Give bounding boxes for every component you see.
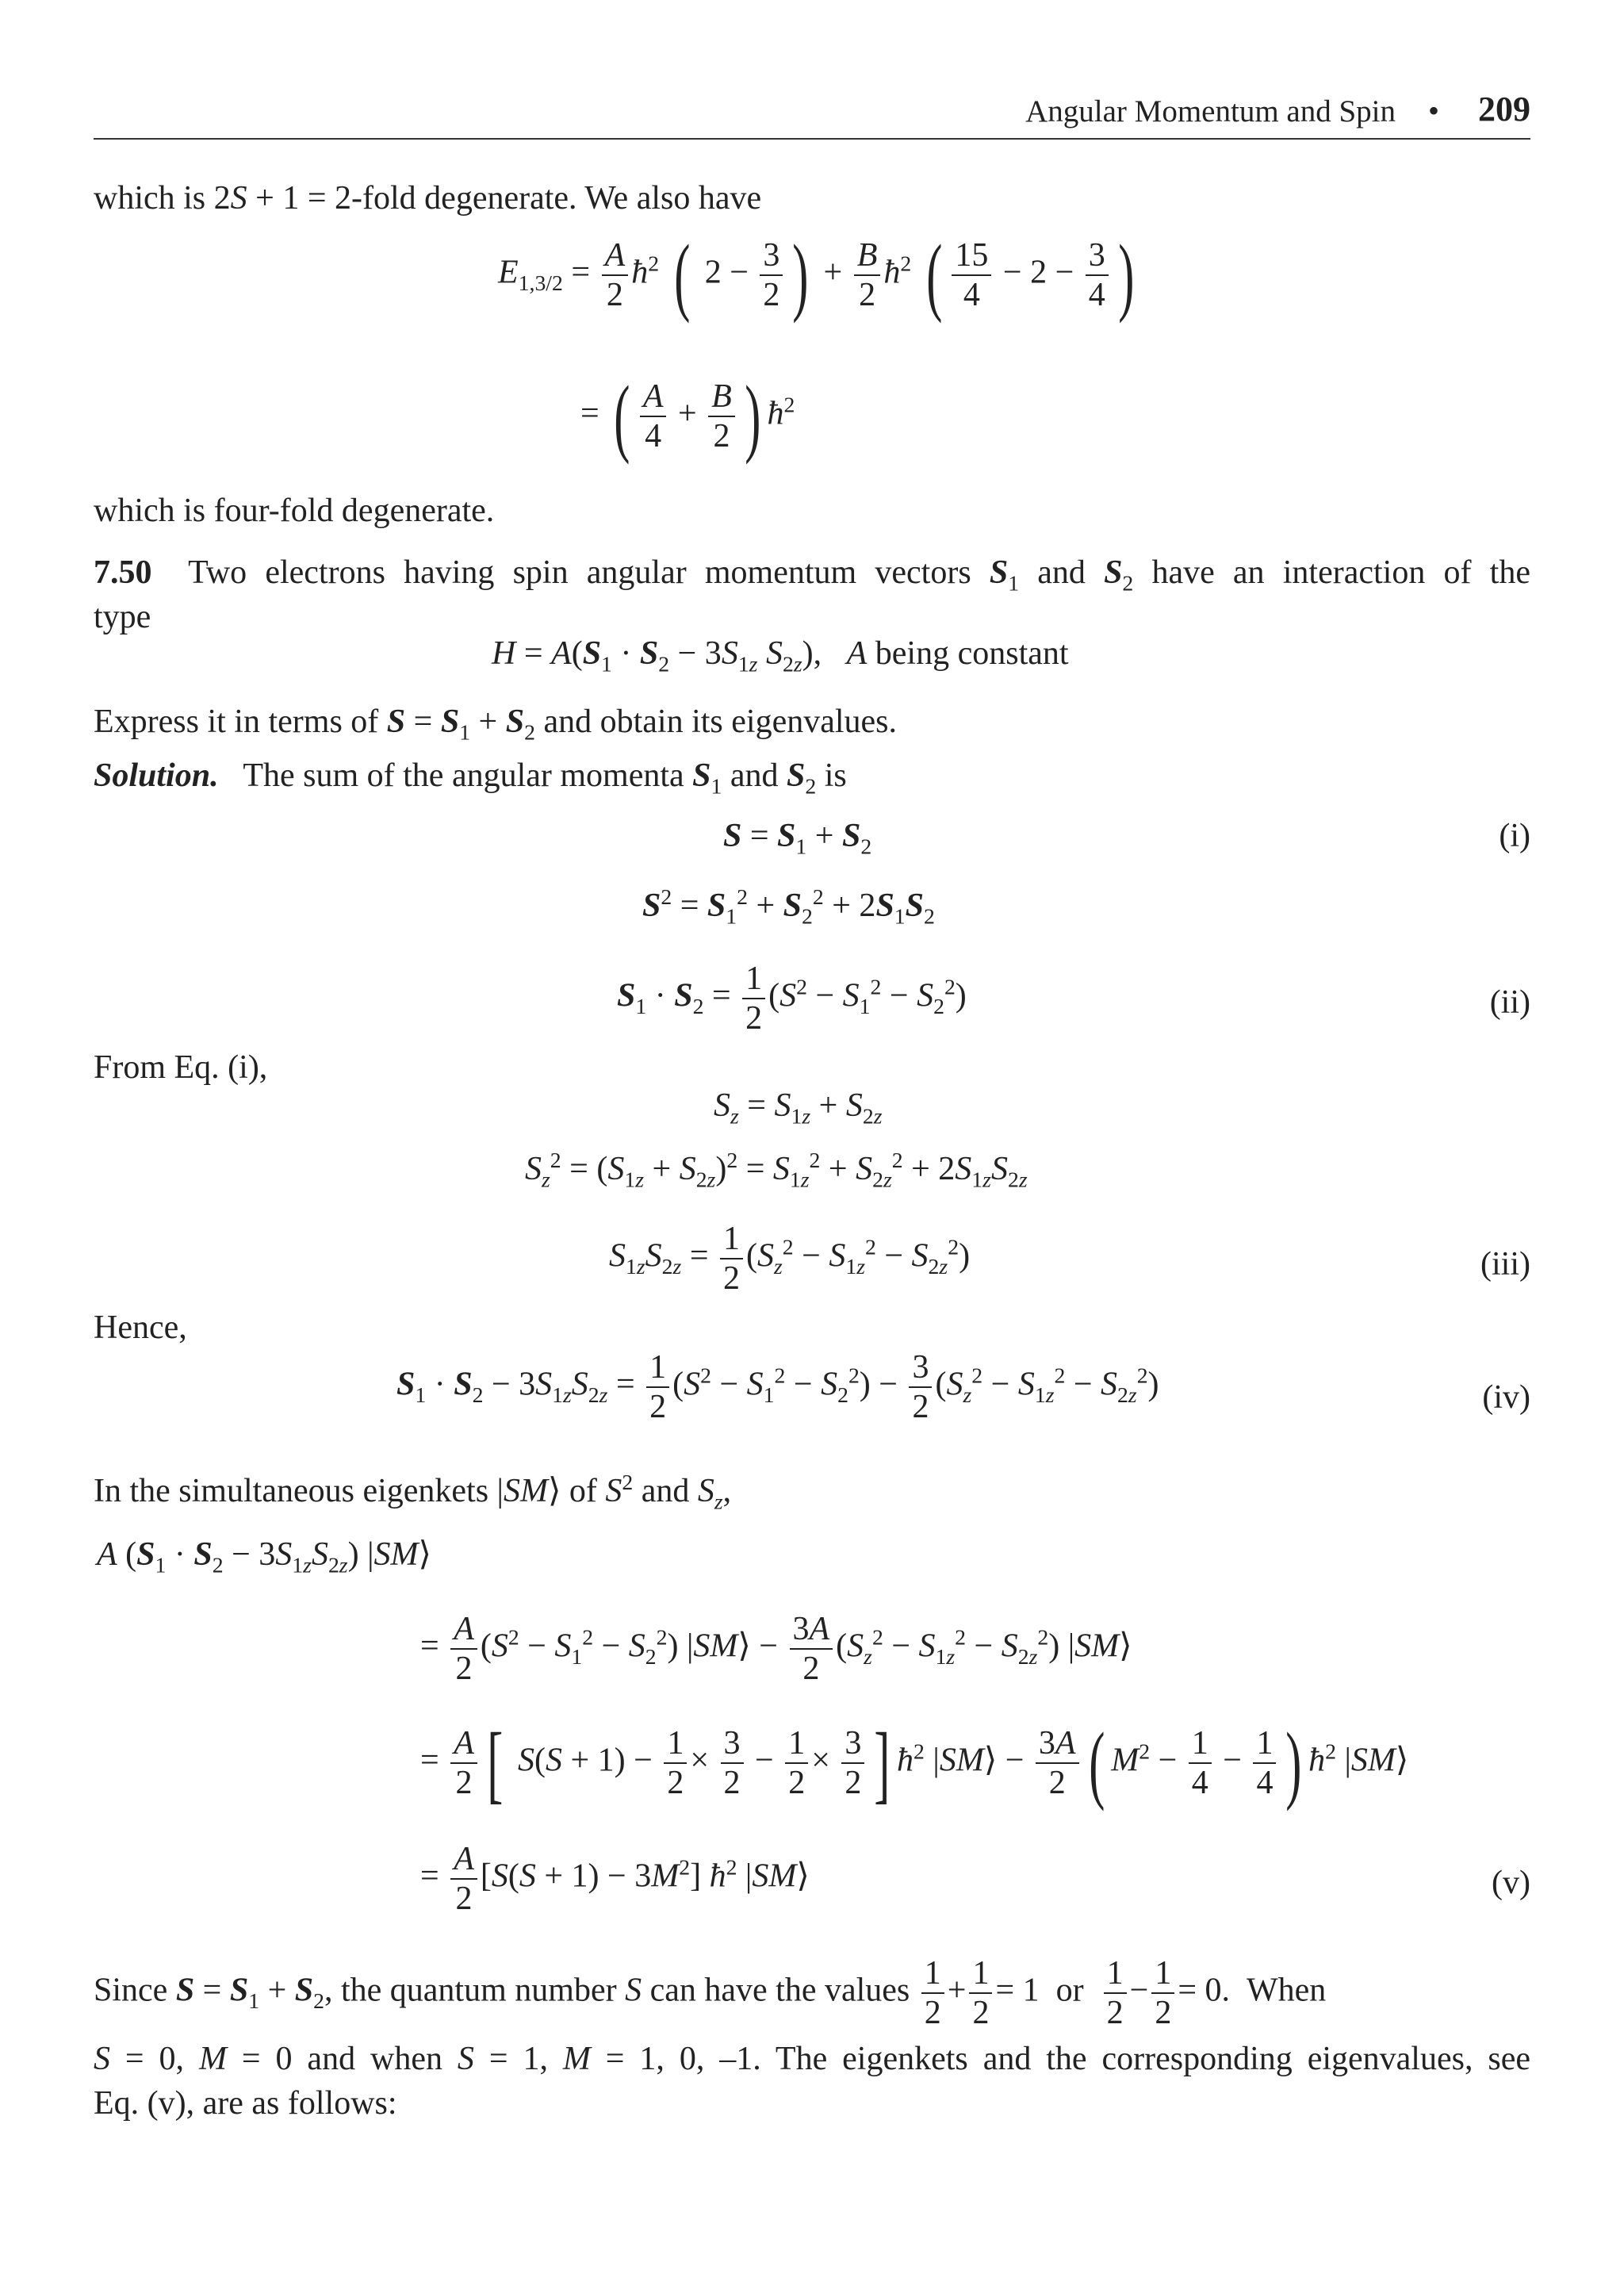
operator-step-2: = $\frac{A}{2}$ [ S(S + 1) − $\frac{1}{2}$ × $\frac{3}{2}$ − $\frac{1}{2}$ × $\frac{3}{2}$ ] $ħ^2$ |SM⟩ − $\frac{3A}{2}$ ( $M^2$ − $\frac{1}{4}$ − $\frac{1}{4}$ ) $ħ^2$ |SM⟩ bbox=[420, 1715, 1409, 1812]
hence-line: Hence, bbox=[94, 1309, 187, 1346]
solution-label: Solution. bbox=[94, 757, 219, 794]
header-bullet: • bbox=[1427, 93, 1439, 128]
conclusion-line-2: Eq. (v), are as follows: bbox=[94, 2085, 397, 2122]
since-paragraph: Since $S = S_1 + S_2$, the quantum number S can have the values $\frac{1}{2}$ + $\frac{1}{2}$ = 1 or $\frac{1}{2}$ − $\frac{1}{2}$ = 0. When bbox=[94, 1955, 1327, 2031]
four-fold-line: which is four-fold degenerate. bbox=[94, 493, 495, 529]
from-eq-line: From Eq. (i), bbox=[94, 1049, 268, 1086]
operator-step-3: = $\frac{A}{2}$ $[S(S + 1) - 3M^2]$ $ħ^2$ |SM⟩ bbox=[420, 1841, 810, 1917]
eigenkets-intro: In the simultaneous eigenkets |SM⟩ of $S^2$ and $S_z$, bbox=[94, 1470, 732, 1514]
equation-label-v: (v) bbox=[1492, 1865, 1530, 1901]
conclusion-line-1: S = 0, M = 0 and when S = 1, M = 1, 0, –1. The eigenkets and the corresponding eigenvalues, see bbox=[94, 2041, 1530, 2077]
s-squared: $S^2 = S_1^2 + S_2^2 + 2S_1S_2$ bbox=[642, 884, 935, 929]
equation-label-iv: (iv) bbox=[1482, 1379, 1530, 1416]
equation-iii: $S_{1z}S_{2z}$ = $\frac{1}{2}$ $(S_z^2 - S_{1z}^2 - S_{2z}^2)$ bbox=[609, 1221, 971, 1297]
energy-equation: $E_{1,3/2}$ = $\frac{A}{2}$ $ħ^2$ ( 2 − $\frac{3}{2}$ ) + $\frac{B}{2}$ $ħ^2$ ( $\frac{15}{4}$ − 2 − $\frac{3}{4}$ ) bbox=[498, 227, 1135, 324]
operator-on-ket: A $(S_1 \cdot S_2 - 3S_{1z}S_{2z})$ |SM⟩ bbox=[97, 1536, 431, 1578]
energy-equation-result: = ( $\frac{A}{4}$ + $\frac{B}{2}$ ) $ħ^2$ bbox=[580, 368, 795, 465]
problem-task: Express it in terms of $S = S_1 + S_2$ and obtain its eigenvalues. bbox=[94, 704, 898, 745]
equation-label-iii: (iii) bbox=[1480, 1246, 1530, 1282]
sz-sum: $S_z = S_{1z} + S_{2z}$ bbox=[714, 1087, 883, 1129]
intro-line: which is 2S + 1 = 2-fold degenerate. We also have bbox=[94, 180, 762, 217]
equation-label-i: (i) bbox=[1499, 818, 1530, 854]
problem-statement: 7.50 Two electrons having spin angular momentum vectors $S_1$ and $S_2$ have an interaction of the bbox=[94, 554, 1530, 596]
equation-label-ii: (ii) bbox=[1489, 984, 1530, 1021]
operator-step-1: = $\frac{A}{2}$ $(S^2 - S_1^2 - S_2^2)$ |SM⟩ − $\frac{3A}{2}$ $(S_z^2 - S_{1z}^2 - S_{2z}^2)$ |SM⟩ bbox=[420, 1611, 1132, 1687]
equation-i: $S = S_1 + S_2$ bbox=[723, 818, 872, 859]
running-head bbox=[94, 89, 1530, 140]
solution-intro: Solution. The sum of the angular momenta $S_1$ and $S_2$ is bbox=[94, 757, 847, 799]
chapter-title: Angular Momentum and Spin bbox=[1025, 94, 1396, 128]
problem-type-word: type bbox=[94, 599, 151, 635]
sz-squared: $S_z^2 = (S_{1z} + S_{2z})^2 = S_{1z}^2 + S_{2z}^2 + 2S_{1z}S_{2z}$ bbox=[525, 1148, 1028, 1192]
hamiltonian: $H = A(S_1 \cdot S_2 - 3S_{1z}$ $S_{2z}$), A being constant bbox=[492, 635, 1069, 677]
page-number: 209 bbox=[1478, 90, 1530, 128]
equation-ii: $S_1 \cdot S_2$ = $\frac{1}{2}$ $(S^2 - S_1^2 - S_2^2)$ bbox=[617, 960, 967, 1037]
equation-iv: $S_1 \cdot S_2 - 3S_{1z}S_{2z}$ = $\frac{1}{2}$ $(S^2 - S_1^2 - S_2^2)$ − $\frac{3}{2}$ $(S_z^2 - S_{1z}^2 - S_{2z}^2)$ bbox=[396, 1349, 1159, 1425]
problem-number: 7.50 bbox=[94, 554, 152, 591]
